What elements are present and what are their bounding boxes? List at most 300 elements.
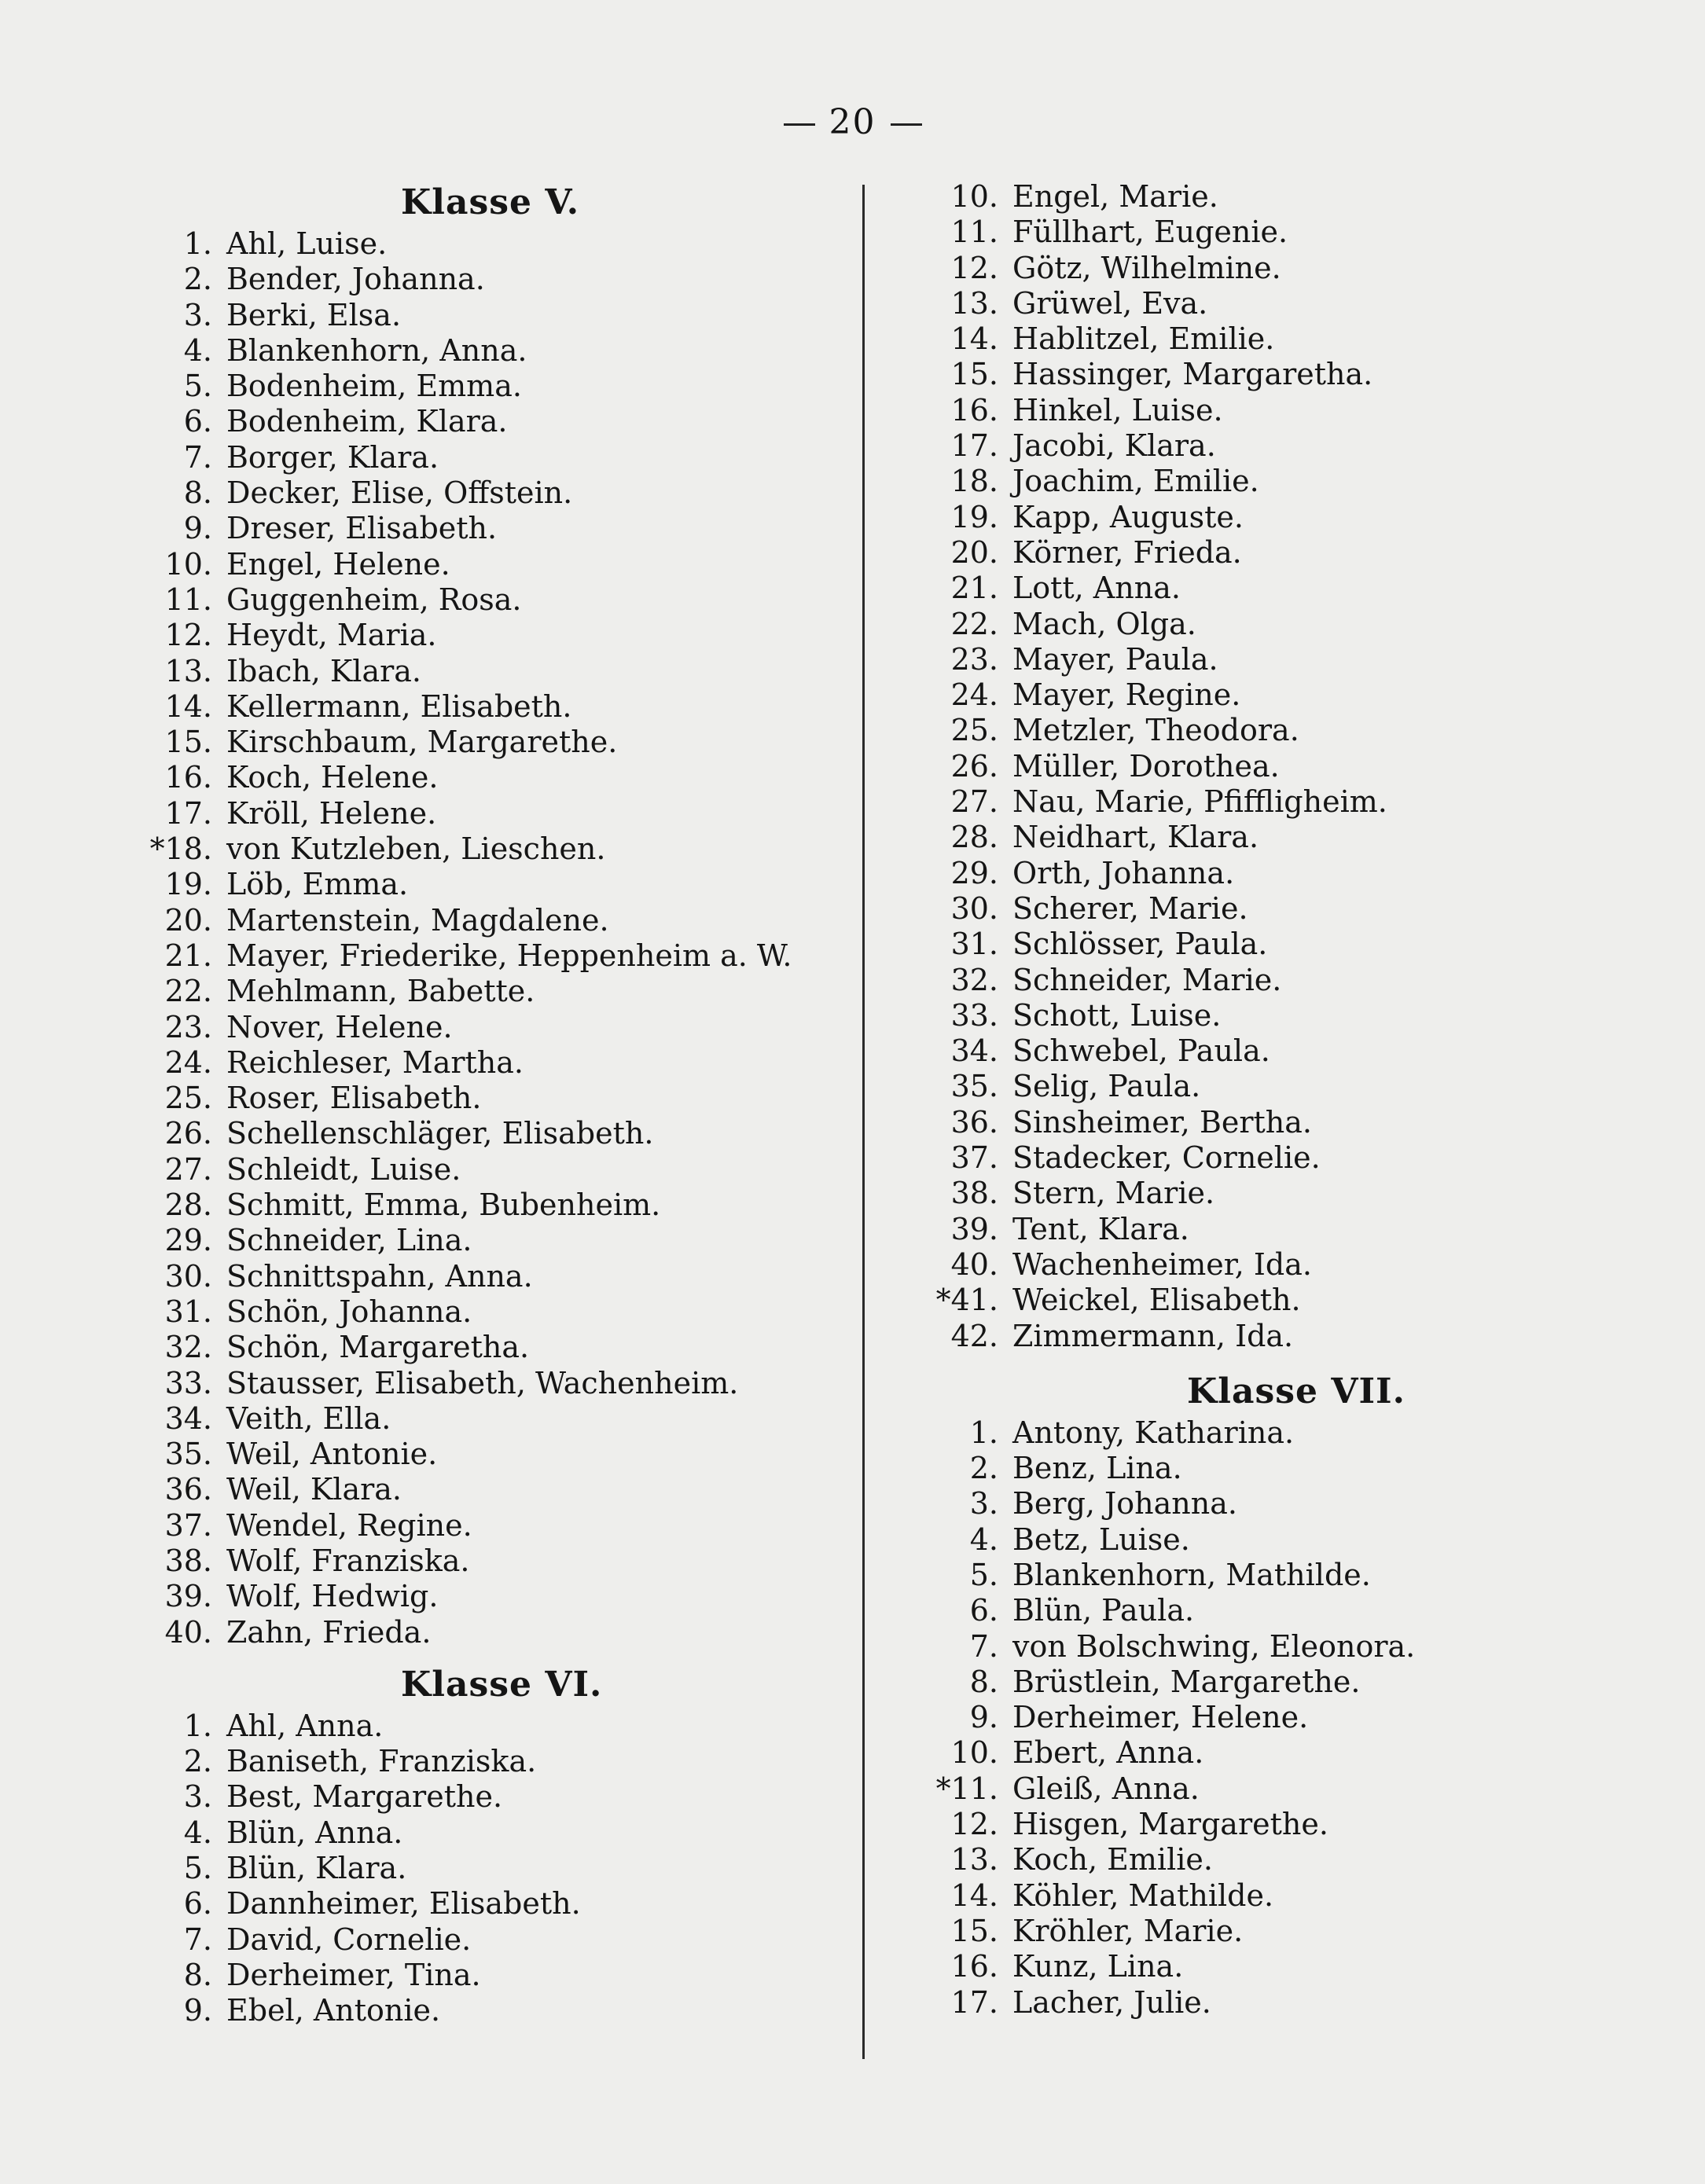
entry-name: Dannheimer, Elisabeth. [226,1886,581,1922]
list-entry [928,1415,1619,1451]
entry-name: Nau, Marie, Pfiffligheim. [1012,784,1387,820]
list-entry [141,903,833,938]
column-divider [862,185,865,2059]
list-entry [141,582,833,618]
list-entry [928,500,1619,535]
entry-name: Gleiß, Anna. [1012,1771,1200,1806]
entry-number: 3. [969,1486,998,1521]
list-entry [141,369,833,404]
list-entry [141,1779,833,1815]
entry-name: Wendel, Regine. [226,1507,472,1543]
entry-number: 10. [164,546,212,582]
entry-name: Martenstein, Magdalene. [226,902,609,938]
entry-number: 13. [164,653,212,688]
entry-name: Zahn, Frieda. [226,1614,432,1650]
class-v-list [141,226,833,1650]
heading-class-vii: Klasse VII. [1187,1371,1406,1411]
entry-number: 23. [950,641,998,677]
list-entry [928,963,1619,998]
entry-number: 23. [164,1009,212,1044]
list-entry [141,1223,833,1258]
entry-number: 22. [950,606,998,641]
entry-name: Blün, Paula. [1012,1593,1195,1628]
entry-name: Orth, Johanna. [1012,855,1235,890]
entry-number: 28. [950,820,998,855]
list-entry [141,974,833,1009]
entry-number: 29. [164,1223,212,1258]
entry-name: Best, Margarethe. [226,1779,503,1815]
entry-name: Köhler, Mathilde. [1012,1878,1274,1913]
entry-number: 6. [183,1886,212,1922]
entry-name: Stadecker, Cornelie. [1012,1140,1321,1176]
entry-name: Schneider, Marie. [1012,962,1282,997]
entry-name: Lacher, Julie. [1012,1984,1211,2020]
list-entry [928,713,1619,748]
list-entry [928,1949,1619,1984]
section-class-vi-right [928,179,1619,1354]
entry-name: Engel, Helene. [226,546,450,582]
list-entry [141,1744,833,1779]
list-entry [928,1593,1619,1628]
entry-name: Mach, Olga. [1012,606,1196,641]
class-vi-list-left [141,1709,833,2029]
entry-name: Berg, Johanna. [1012,1486,1237,1521]
entry-name: Antony, Katharina. [1012,1415,1295,1450]
entry-number: 32. [950,962,998,997]
list-entry [928,891,1619,927]
entry-name: Löb, Emma. [226,867,409,902]
entry-name: Mehlmann, Babette. [226,974,535,1009]
entry-number: 25. [950,713,998,748]
entry-number: 37. [164,1507,212,1543]
entry-name: Berki, Elsa. [226,297,402,332]
entry-name: Derheimer, Helene. [1012,1700,1309,1735]
entry-name: David, Cornelie. [226,1922,472,1957]
list-entry [928,286,1619,321]
entry-number: 17. [164,795,212,831]
entry-number: 1. [183,226,212,261]
list-entry [928,677,1619,713]
list-entry [928,820,1619,855]
entry-name: Bodenheim, Klara. [226,404,508,439]
list-entry [141,618,833,653]
list-entry [141,725,833,760]
entry-name: Koch, Emilie. [1012,1842,1213,1878]
entry-number: 24. [950,677,998,713]
entry-number: 4. [183,1815,212,1850]
entry-number: 2. [183,1744,212,1779]
dash-right [891,123,922,126]
entry-name: Schön, Johanna. [226,1294,472,1329]
entry-name: Schnittspahn, Anna. [226,1258,533,1294]
entry-number: 1. [183,1708,212,1743]
list-entry [928,1522,1619,1558]
entry-number: 26. [950,748,998,784]
entry-number: 15. [950,357,998,392]
entry-name: Kröll, Helene. [226,795,437,831]
entry-number: 2. [183,262,212,297]
entry-name: Baniseth, Franziska. [226,1744,537,1779]
entry-name: Wachenheimer, Ida. [1012,1246,1312,1282]
right-column [928,179,1619,2021]
list-entry [928,1771,1619,1807]
entry-name: Schleidt, Luise. [226,1151,461,1187]
entry-name: Blün, Klara. [226,1851,407,1886]
heading-class-vi: Klasse VI. [401,1664,603,1705]
entry-name: Weickel, Elisabeth. [1012,1283,1301,1318]
entry-name: Metzler, Theodora. [1012,713,1299,748]
list-entry [141,1259,833,1294]
entry-name: Schellenschläger, Elisabeth. [226,1116,654,1151]
entry-number: 8. [969,1664,998,1699]
entry-number: *11. [935,1771,998,1806]
list-entry [141,1081,833,1116]
list-entry [928,1319,1619,1354]
entry-name: Decker, Elise, Offstein. [226,475,573,511]
list-entry [141,796,833,831]
entry-number: 5. [183,1851,212,1886]
entry-name: Hablitzel, Emilie. [1012,321,1275,357]
entry-name: Schön, Margaretha. [226,1330,530,1365]
list-entry [928,1283,1619,1318]
list-entry [141,1615,833,1650]
list-entry [141,831,833,867]
list-entry [141,1330,833,1365]
list-entry [928,856,1619,891]
entry-name: Grüwel, Eva. [1012,285,1208,321]
list-entry [141,1152,833,1187]
entry-number: 33. [950,997,998,1033]
list-entry [928,428,1619,464]
entry-name: Dreser, Elisabeth. [226,511,498,546]
entry-number: 9. [183,1993,212,2028]
list-entry [141,1045,833,1081]
list-entry [141,760,833,795]
section-class-vi-left [141,1661,833,2029]
list-entry [141,938,833,974]
list-entry [928,1176,1619,1211]
entry-number: 26. [164,1116,212,1151]
entry-number: 39. [950,1211,998,1246]
entry-name: Jacobi, Klara. [1012,428,1216,464]
entry-name: Stern, Marie. [1012,1176,1215,1211]
list-entry [928,1629,1619,1665]
entry-number: 21. [950,571,998,606]
entry-number: 15. [164,725,212,760]
entry-number: 21. [164,938,212,973]
list-entry [928,357,1619,392]
entry-name: Veith, Ella. [226,1400,391,1436]
entry-name: Zimmermann, Ida. [1012,1318,1294,1353]
list-entry [141,1922,833,1958]
entry-number: 12. [950,1807,998,1842]
entry-name: Ahl, Anna. [226,1708,384,1743]
entry-name: Mayer, Paula. [1012,641,1218,677]
list-entry [928,1700,1619,1735]
entry-number: 9. [969,1700,998,1735]
list-entry [928,749,1619,784]
list-entry [928,927,1619,962]
section-class-vii [928,1368,1619,2021]
entry-name: Schmitt, Emma, Bubenheim. [226,1187,661,1223]
entry-name: Nover, Helene. [226,1009,453,1044]
list-entry [928,1558,1619,1593]
entry-name: Götz, Wilhelmine. [1012,250,1281,285]
entry-name: Schwebel, Paula. [1012,1033,1270,1069]
list-entry [928,1033,1619,1069]
entry-name: Blankenhorn, Mathilde. [1012,1557,1371,1592]
entry-name: Reichleser, Martha. [226,1044,524,1080]
entry-number: 38. [164,1543,212,1578]
list-entry [141,1472,833,1507]
entry-number: 19. [950,499,998,534]
entry-number: 10. [950,1735,998,1771]
entry-name: Neidhart, Klara. [1012,820,1259,855]
entry-name: Blün, Anna. [226,1815,403,1850]
list-entry [141,1437,833,1472]
list-entry [928,1878,1619,1914]
list-entry [928,1486,1619,1521]
list-entry [141,333,833,369]
entry-name: Derheimer, Tina. [226,1957,481,1992]
entry-number: 20. [950,534,998,570]
entry-name: Mayer, Friederike, Heppenheim a. W. [226,938,792,973]
entry-name: Hassinger, Margaretha. [1012,357,1373,392]
list-entry [141,511,833,546]
list-entry [141,689,833,725]
entry-number: 16. [950,1949,998,1984]
list-entry [928,1451,1619,1486]
entry-number: 27. [164,1151,212,1187]
list-entry [141,1187,833,1223]
entry-number: 24. [164,1044,212,1080]
entry-name: Joachim, Emilie. [1012,464,1259,499]
entry-number: 22. [164,974,212,1009]
list-entry [928,784,1619,820]
dash-left [784,123,815,126]
entry-name: Wolf, Franziska. [226,1543,470,1578]
entry-number: 8. [183,475,212,511]
list-entry [141,1508,833,1543]
entry-name: Schott, Luise. [1012,997,1222,1033]
list-entry [141,226,833,262]
list-entry [141,1851,833,1886]
list-entry [141,298,833,333]
list-entry [928,179,1619,215]
entry-name: Selig, Paula. [1012,1069,1201,1104]
entry-name: Ibach, Klara. [226,653,422,688]
entry-number: 20. [164,902,212,938]
list-entry [928,215,1619,250]
list-entry [141,1366,833,1401]
entry-number: 11. [950,215,998,250]
entry-name: Heydt, Maria. [226,618,437,653]
entry-number: 8. [183,1957,212,1992]
entry-number: 16. [950,392,998,428]
list-entry [141,1815,833,1851]
entry-number: 35. [164,1437,212,1472]
list-entry [141,547,833,582]
list-entry [141,1579,833,1614]
list-entry [928,1914,1619,1949]
entry-name: Ebert, Anna. [1012,1735,1204,1771]
entry-number: *18. [149,831,212,867]
entry-number: 4. [183,332,212,368]
entry-number: 36. [164,1472,212,1507]
entry-name: Schlösser, Paula. [1012,927,1268,962]
list-entry [928,998,1619,1033]
entry-number: 35. [950,1069,998,1104]
list-entry [141,262,833,297]
list-entry [928,1247,1619,1283]
entry-number: 31. [164,1294,212,1329]
list-entry [141,1116,833,1151]
list-entry [141,440,833,475]
entry-number: 4. [969,1521,998,1557]
entry-name: Körner, Frieda. [1012,534,1242,570]
entry-number: 7. [183,439,212,475]
entry-name: Müller, Dorothea. [1012,748,1280,784]
list-entry [928,642,1619,677]
entry-number: 40. [164,1614,212,1650]
entry-number: 30. [950,890,998,926]
entry-number: 25. [164,1081,212,1116]
entry-number: 33. [164,1365,212,1400]
entry-number: 39. [164,1579,212,1614]
page-number [0,102,1705,142]
entry-name: Stausser, Elisabeth, Wachenheim. [226,1365,739,1400]
entry-number: 16. [164,760,212,795]
entry-number: 3. [183,297,212,332]
entry-number: 14. [950,321,998,357]
entry-name: Lott, Anna. [1012,571,1181,606]
list-entry [928,607,1619,642]
entry-number: 18. [950,464,998,499]
entry-number: 32. [164,1330,212,1365]
entry-number: 14. [950,1878,998,1913]
entry-number: 7. [183,1922,212,1957]
entry-number: 12. [164,618,212,653]
entry-name: Wolf, Hedwig. [226,1579,439,1614]
entry-name: Hinkel, Luise. [1012,392,1223,428]
entry-number: 6. [183,404,212,439]
heading-class-v: Klasse V. [401,182,580,222]
list-entry [141,867,833,902]
list-entry [928,1735,1619,1771]
list-entry [141,1958,833,1993]
entry-name: Borger, Klara. [226,439,439,475]
entry-name: Weil, Klara. [226,1472,402,1507]
class-vi-list-right [928,179,1619,1354]
entry-name: von Kutzleben, Lieschen. [226,831,606,867]
list-entry [928,1212,1619,1247]
entry-number: 31. [950,927,998,962]
list-entry [928,1665,1619,1700]
list-entry [928,393,1619,428]
entry-number: 30. [164,1258,212,1294]
list-entry [141,1401,833,1437]
entry-name: Mayer, Regine. [1012,677,1241,713]
entry-name: Kirschbaum, Margarethe. [226,725,618,760]
list-entry [141,654,833,689]
list-entry [141,1294,833,1330]
entry-name: Benz, Lina. [1012,1451,1182,1486]
list-entry [928,251,1619,286]
list-entry [928,535,1619,571]
entry-number: 13. [950,1842,998,1878]
entry-number: 42. [950,1318,998,1353]
entry-name: Engel, Marie. [1012,179,1218,214]
entry-number: 38. [950,1176,998,1211]
entry-name: Kunz, Lina. [1012,1949,1184,1984]
entry-number: 29. [950,855,998,890]
entry-number: 19. [164,867,212,902]
entry-number: 17. [950,428,998,464]
list-entry [928,1985,1619,2021]
entry-number: 11. [164,582,212,617]
entry-name: Sinsheimer, Bertha. [1012,1104,1313,1140]
list-entry [141,1010,833,1045]
entry-name: Scherer, Marie. [1012,890,1248,926]
entry-name: Blankenhorn, Anna. [226,332,527,368]
entry-number: 14. [164,688,212,724]
list-entry [928,571,1619,606]
entry-number: 10. [950,179,998,214]
list-entry [141,475,833,511]
list-entry [928,321,1619,357]
section-class-v [141,179,833,1650]
entry-number: 3. [183,1779,212,1815]
entry-number: 5. [969,1557,998,1592]
entry-name: Weil, Antonie. [226,1437,438,1472]
left-column [141,179,833,2029]
entry-number: 1. [969,1415,998,1450]
list-entry [141,1886,833,1922]
entry-name: Ebel, Antonie. [226,1993,441,2028]
list-entry [928,1140,1619,1176]
entry-number: 12. [950,250,998,285]
list-entry [928,1069,1619,1104]
entry-number: 9. [183,511,212,546]
entry-name: Tent, Klara. [1012,1211,1189,1246]
list-entry [141,1543,833,1579]
entry-number: 27. [950,784,998,820]
entry-number: 13. [950,285,998,321]
entry-name: Bodenheim, Emma. [226,369,522,404]
entry-number: 34. [950,1033,998,1069]
entry-number: 2. [969,1451,998,1486]
list-entry [928,1807,1619,1842]
entry-name: Guggenheim, Rosa. [226,582,522,617]
entry-number: 7. [969,1628,998,1664]
entry-number: 5. [183,369,212,404]
entry-number: 34. [164,1400,212,1436]
entry-name: von Bolschwing, Eleonora. [1012,1628,1416,1664]
list-entry [141,404,833,439]
page-number-text: 20 [829,102,876,142]
entry-name: Kröhler, Marie. [1012,1913,1244,1948]
entry-name: Roser, Elisabeth. [226,1081,482,1116]
list-entry [141,1709,833,1744]
entry-name: Bender, Johanna. [226,262,485,297]
list-entry [928,1105,1619,1140]
entry-number: 40. [950,1246,998,1282]
entry-number: 17. [950,1984,998,2020]
entry-name: Kellermann, Elisabeth. [226,688,572,724]
list-entry [928,1842,1619,1878]
entry-number: *41. [935,1283,998,1318]
entry-name: Brüstlein, Margarethe. [1012,1664,1361,1699]
